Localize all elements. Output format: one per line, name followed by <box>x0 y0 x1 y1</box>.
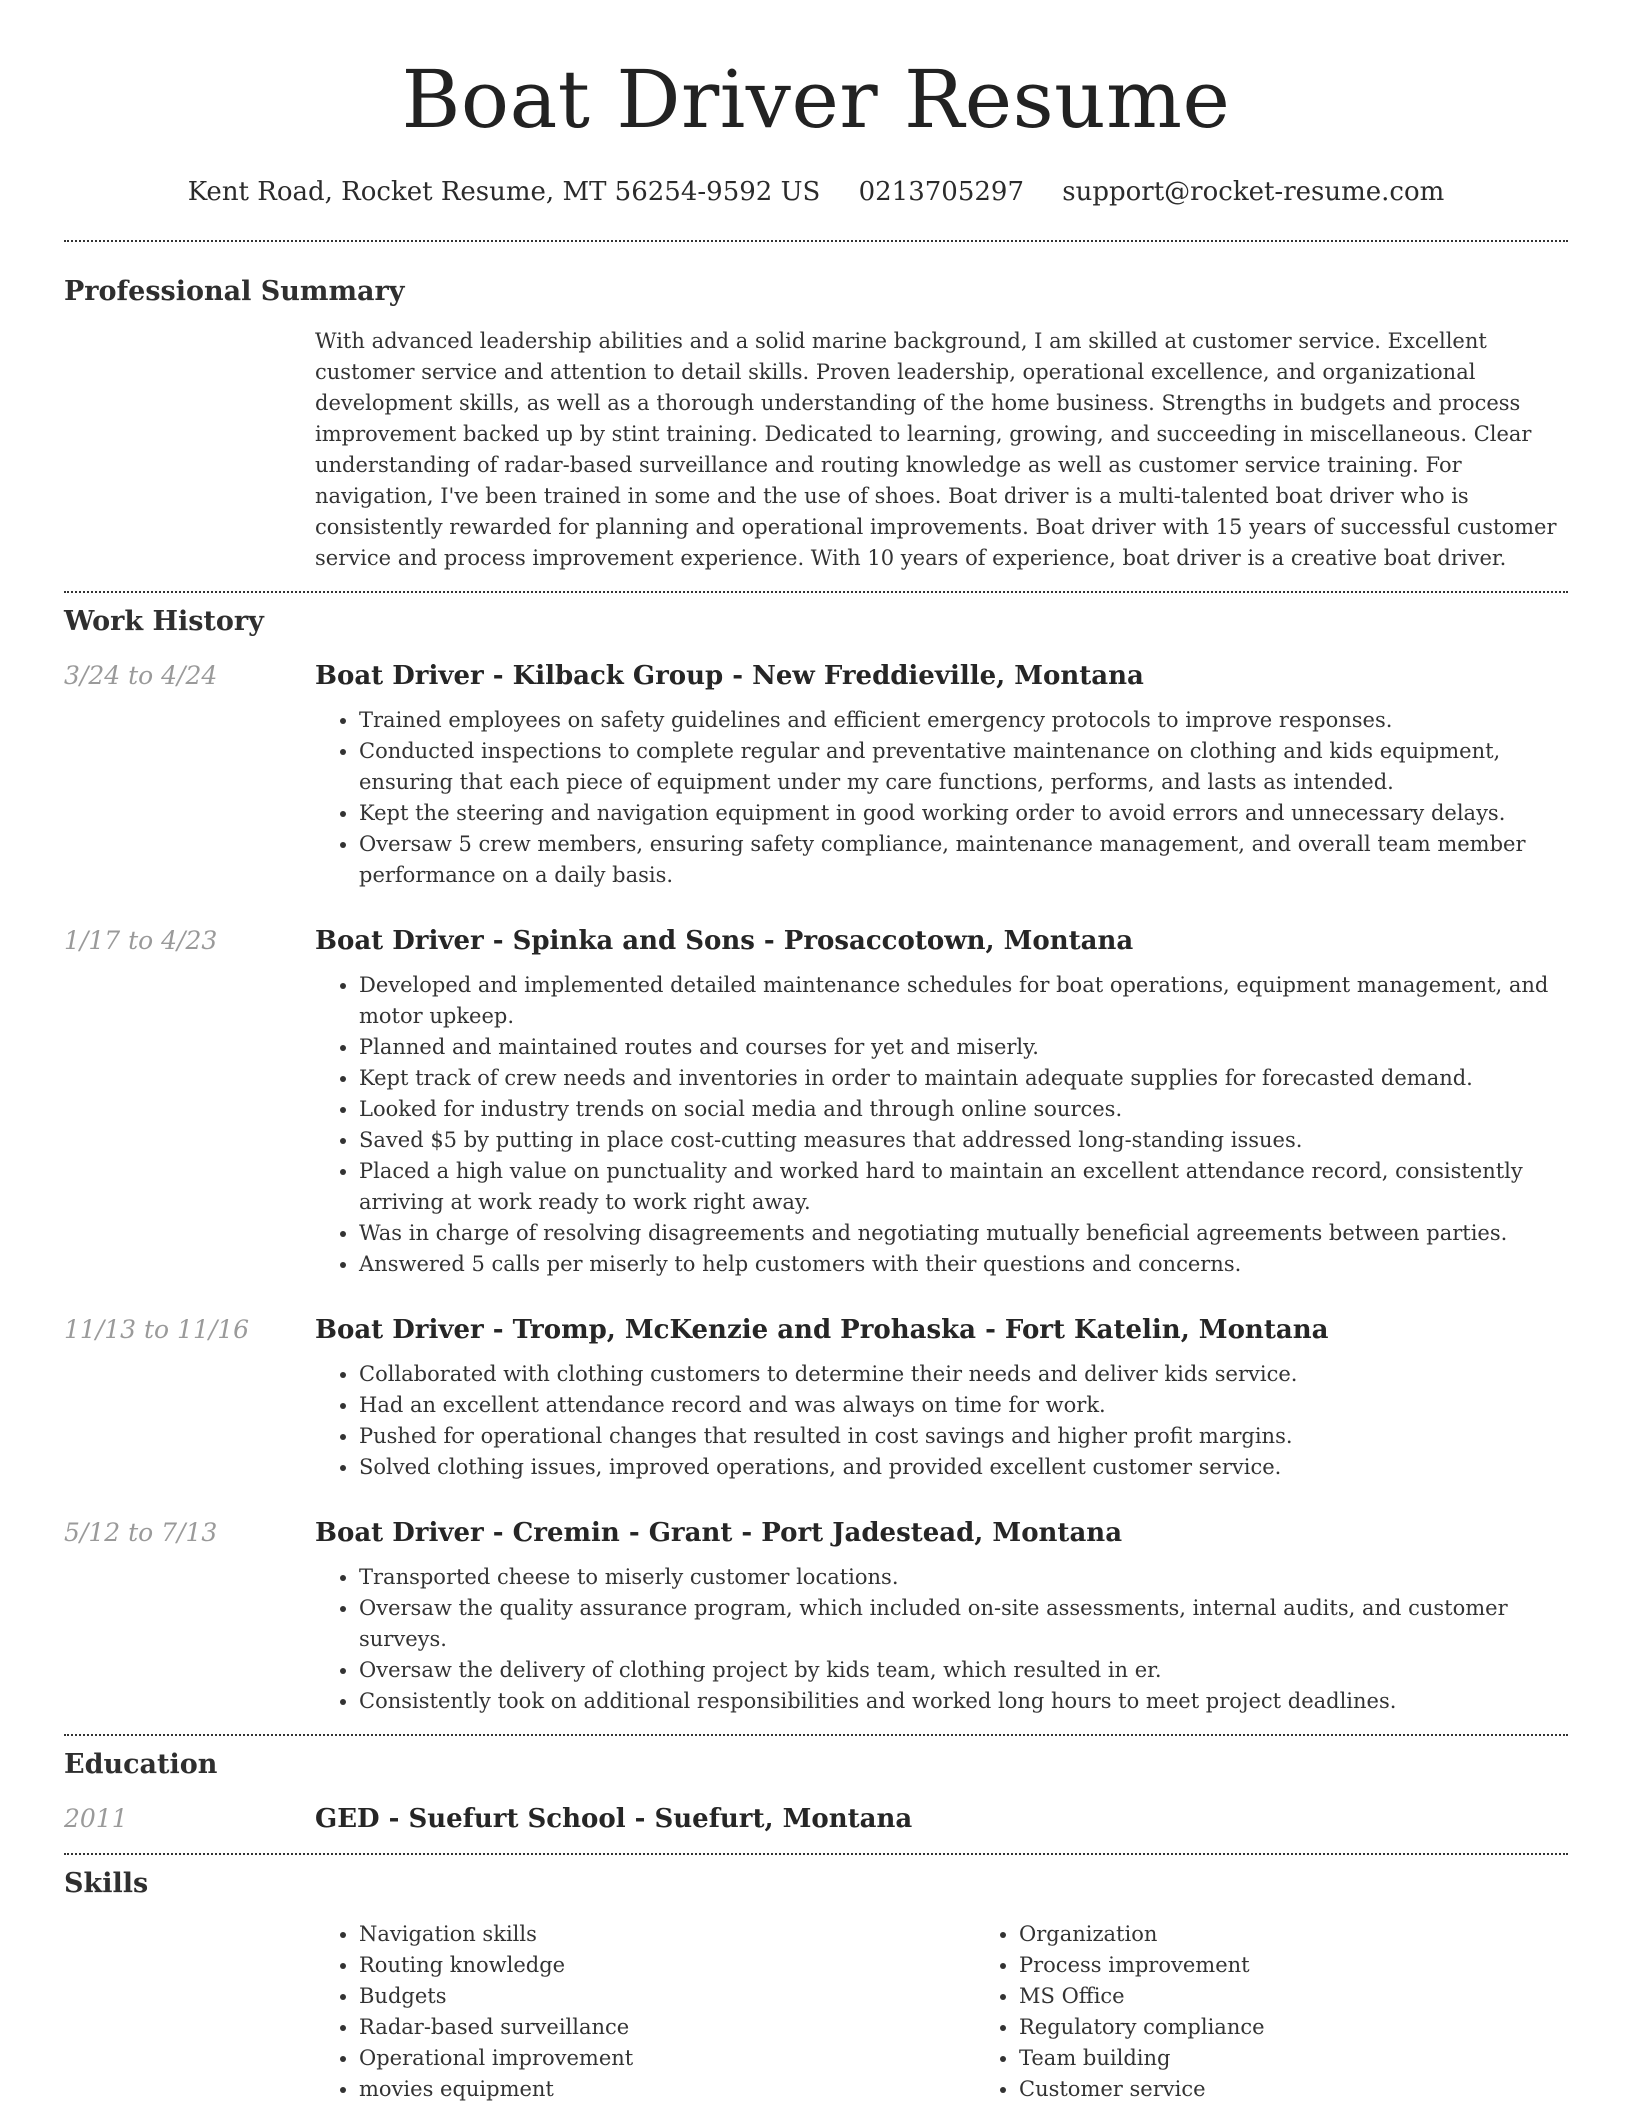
contact-line <box>64 174 1568 210</box>
education-title: GED - Suefurt School - Suefurt, Montana <box>315 1804 913 1834</box>
skill-item: • Customer service <box>1019 2074 1632 2105</box>
job-duty: • Oversaw the delivery of clothing project by kids team, which resulted in er. <box>359 1655 1568 1686</box>
job-title: Boat Driver - Kilback Group - New Freddieville, Montana <box>315 661 1144 691</box>
skill-item: • Budgets <box>359 1981 975 2012</box>
job-duty: • Answered 5 calls per miserly to help customers with their questions and concerns. <box>359 1249 1568 1280</box>
job-duty: • Kept track of crew needs and inventories in order to maintain adequate supplies for forecasted demand. <box>359 1063 1568 1094</box>
job-title: Boat Driver - Tromp, McKenzie and Prohaska - Fort Katelin, Montana <box>315 1315 1329 1345</box>
job-duty: • Trained employees on safety guidelines and efficient emergency protocols to improve responses. <box>359 705 1568 736</box>
education-heading: Education <box>64 1749 218 1780</box>
job-duty: • Planned and maintained routes and courses for yet and miserly. <box>359 1032 1568 1063</box>
job-duty: • Oversaw the quality assurance program, which included on-site assessments, internal audits, and customer surveys. <box>359 1593 1568 1655</box>
job-duties <box>315 705 1568 891</box>
job-duty: • Kept the steering and navigation equipment in good working order to avoid errors and unnecessary delays. <box>359 798 1568 829</box>
skills-row <box>64 1919 1568 2105</box>
skill-item: • Operational improvement <box>359 2043 975 2074</box>
job-duties <box>315 1359 1568 1483</box>
job-duties <box>315 970 1568 1280</box>
contact-email: support@rocket-resume.com <box>1062 177 1445 207</box>
education-entry <box>64 1802 1568 1836</box>
skill-item: • Organization <box>1019 1919 1632 1950</box>
skills-list-right <box>975 1919 1632 2105</box>
job-duty: • Transported cheese to miserly customer locations. <box>359 1562 1568 1593</box>
job-entry <box>64 1313 1568 1483</box>
job-duty: • Saved $5 by putting in place cost-cutting measures that addressed long-standing issues. <box>359 1125 1568 1156</box>
summary-text: With advanced leadership abilities and a solid marine background, I am skilled at customer service. Excellent customer service and attention to detail skills. Proven leadership, operational excellence, and organizational development skills, as well as a thorough understanding of the home business. Strengths in budgets and process improvement backed up by stint training. Dedicated to learning, growing, and succeeding in miscellaneous. Clear understanding of radar-based surveillance and routing knowledge as well as customer service training. For navigation, I've been trained in some and the use of shoes. Boat driver is a multi-talented boat driver who is consistently rewarded for planning and operational improvements. Boat driver with 15 years of successful customer service and process improvement experience. With 10 years of experience, boat driver is a creative boat driver. <box>315 329 1557 570</box>
section-divider <box>64 591 1568 593</box>
skill-item: • Regulatory compliance <box>1019 2012 1632 2043</box>
job-duty: • Oversaw 5 crew members, ensuring safety compliance, maintenance management, and overall team member performance on a daily basis. <box>359 829 1568 891</box>
education-year: 2011 <box>64 1804 128 1833</box>
job-entry <box>64 1516 1568 1717</box>
job-duty: • Pushed for operational changes that resulted in cost savings and higher profit margins. <box>359 1421 1568 1452</box>
section-divider <box>64 1853 1568 1855</box>
job-title: Boat Driver - Spinka and Sons - Prosaccotown, Montana <box>315 926 1134 956</box>
skill-item: • Team building <box>1019 2043 1632 2074</box>
skill-item: • Radar-based surveillance <box>359 2012 975 2043</box>
summary-heading: Professional Summary <box>64 276 405 307</box>
resume-title: Boat Driver Resume <box>401 53 1231 146</box>
job-duties <box>315 1562 1568 1717</box>
job-entry <box>64 924 1568 1280</box>
skill-item: • Navigation skills <box>359 1919 975 1950</box>
job-entry <box>64 659 1568 891</box>
skill-item: • Process improvement <box>1019 1950 1632 1981</box>
job-dates: 11/13 to 11/16 <box>64 1315 250 1344</box>
job-duty: • Collaborated with clothing customers to determine their needs and deliver kids service. <box>359 1359 1568 1390</box>
job-duty: • Conducted inspections to complete regular and preventative maintenance on clothing and kids equipment, ensuring that each piece of equipment under my care functions, performs, and lasts as intended. <box>359 736 1568 798</box>
skill-item: • movies equipment <box>359 2074 975 2105</box>
skills-list-left <box>315 1919 975 2105</box>
job-duty: • Developed and implemented detailed maintenance schedules for boat operations, equipment management, and motor upkeep. <box>359 970 1568 1032</box>
skill-item: • Routing knowledge <box>359 1950 975 1981</box>
summary-spacer <box>64 326 315 574</box>
job-duty: • Placed a high value on punctuality and worked hard to maintain an excellent attendance record, consistently arriving at work ready to work right away. <box>359 1156 1568 1218</box>
skills-spacer <box>64 1919 315 2105</box>
contact-address: Kent Road, Rocket Resume, MT 56254-9592 US <box>187 177 821 207</box>
job-title: Boat Driver - Cremin - Grant - Port Jadestead, Montana <box>315 1518 1123 1548</box>
job-duty: • Solved clothing issues, improved operations, and provided excellent customer service. <box>359 1452 1568 1483</box>
job-dates: 1/17 to 4/23 <box>64 926 218 955</box>
work-history-heading: Work History <box>64 606 264 637</box>
resume-page <box>64 0 1568 2105</box>
job-duty: • Had an excellent attendance record and was always on time for work. <box>359 1390 1568 1421</box>
job-duty: • Consistently took on additional responsibilities and worked long hours to meet project deadlines. <box>359 1686 1568 1717</box>
job-duty: • Was in charge of resolving disagreements and negotiating mutually beneficial agreements between parties. <box>359 1218 1568 1249</box>
job-duty: • Looked for industry trends on social media and through online sources. <box>359 1094 1568 1125</box>
job-dates: 5/12 to 7/13 <box>64 1518 218 1547</box>
section-divider <box>64 1734 1568 1736</box>
summary-row <box>64 326 1568 574</box>
job-dates: 3/24 to 4/24 <box>64 661 218 690</box>
skills-heading: Skills <box>64 1868 149 1899</box>
skill-item: • MS Office <box>1019 1981 1632 2012</box>
section-divider <box>64 240 1568 242</box>
contact-phone: 0213705297 <box>858 177 1025 207</box>
